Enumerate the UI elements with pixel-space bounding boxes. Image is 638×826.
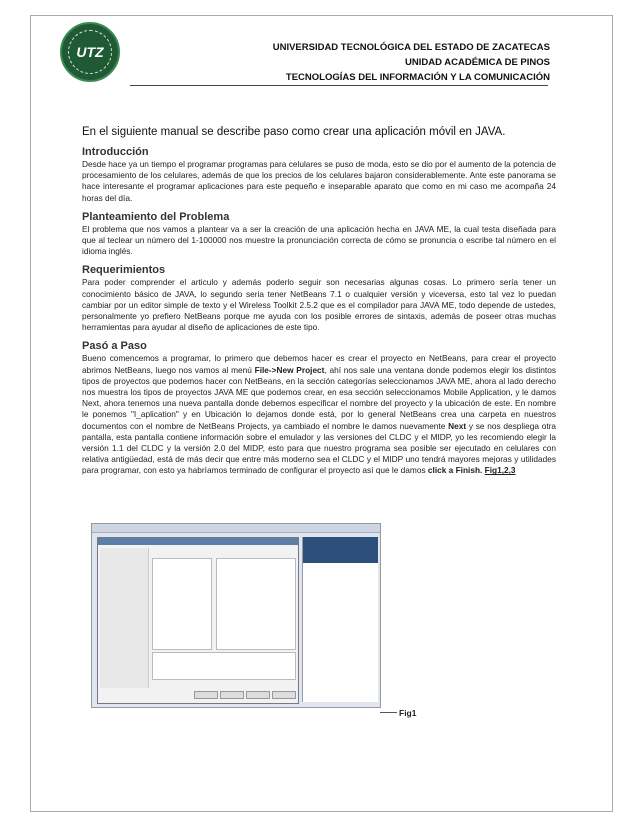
screenshot-back-button [194,691,218,699]
figure-reference-link[interactable]: Fig1,2,3 [484,465,516,476]
figure-caption-rule [380,712,397,713]
screenshot-finish-button [246,691,270,699]
paso-bold-menu: File->New Project [254,364,325,375]
section-body-requerimientos: Para poder comprender el articulo y además poderlo seguir son necesarias algunas cosas. Lo primero sería tener un conocimiento básico de JAVA, lo segundo seria tener NetBeans 7.1 o cualquier versión y viceversa, esto tal vez lo puedan cambiar por un editor simple de texto y el Wireless Toolkit 2.5.2 que es el compilador para JAVA ME, todo depende de ustedes, personalmente yo prefiero NetBeans porque me ayuda con los posible errores de sintaxis, además de poseer otras muchas herramientas para ayudar al diseño de aplicaciones de este tipo. [82,277,556,333]
document-body [82,146,556,484]
screenshot-projects-list [216,558,296,650]
netbeans-new-project-screenshot [91,523,381,708]
section-body-introduccion: Desde hace ya un tiempo el programar programas para celulares se puso de moda, esto se dio por el aumento de la potencia de procesamiento de los celulares, además de que los precios de los celulares bajaron considerablemente. Ante este panorama se hace interesante el programar aplicaciones para este pequeño e inseparable aparato que como en mi caso me acompaña 24 horas del día. [82,159,556,203]
header-university: UNIVERSIDAD TECNOLÓGICA DEL ESTADO DE ZACATECAS [272,42,550,53]
screenshot-next-button [220,691,244,699]
section-title-requerimientos: Requerimientos [82,264,166,277]
screenshot-description-box [152,652,296,680]
screenshot-dialog-titlebar [98,538,298,545]
intro-sentence: En el siguiente manual se describe paso como crear una aplicación móvil en JAVA. [82,126,506,138]
screenshot-cancel-button [272,691,296,699]
university-logo [60,22,120,82]
screenshot-netbeans-start-page [302,537,378,702]
paso-bold-next: Next [448,420,467,431]
screenshot-browser-bar [92,524,380,533]
document-header [273,40,550,85]
screenshot-new-project-dialog [97,537,299,704]
screenshot-steps-panel [100,548,149,688]
paso-text-3: y se nos despliega otra pantalla, esta pantalla contiene información sobre el emulador y las versiones del CLDC y el MIDP, yo les recomiendo elegir la versión 1.1 del CLDC y la versión 2.0 del MIDP, esto para que nuestro programa sea posible ser ejecutado en celulares con relativa antigüedad, está de más decir que entre más moderno sea el CLDC y el MIDP uno tendrá mayores mejoras y utilidades para programar, con esto ya habríamos terminado de configurar el proyecto así que le damos [82,420,556,476]
screenshot-categories-list [152,558,212,650]
section-body-paso [82,353,556,476]
screenshot-netbeans-banner [303,537,378,563]
paso-bold-finish: click a Finish. [427,465,483,476]
header-program: TECNOLOGÍAS DEL INFORMACIÓN Y LA COMUNICACIÓN [285,72,550,83]
paso-text-1: Bueno comencemos a programar, lo primero que debemos hacer es crear el proyecto en NetBeans, para crear el proyecto abrimos NetBeans, luego nos vamos al menú [82,353,556,375]
section-title-paso: Pasó a Paso [82,340,147,353]
paso-text-2: , ahí nos sale una ventana donde podemos elegir los distintos tipos de proyectos que podemos hacer con NetBeans, en la sección categorías seleccionamos JAVA ME, ahora al lado derecho nos muestra los tipos de proyectos JAVA ME que podemos crear, en esa sección seleccionamos Mobile Application, y le damos Next, ahora tenemos una nueva pantalla donde debemos especificar el nombre del proyecto y la ubicación de este. En nombre le ponemos "I_aplication" y en Ubicación lo dejamos donde está, por lo general NetBeans crea una carpeta en nuestros documentos con el nombre de NetBeans Projects, ya cambiado el nombre le damos nuevamente [82,364,556,431]
figure-caption: Fig1 [399,708,417,718]
logo-mark: UTZ [76,44,104,60]
section-body-planteamiento: El problema que nos vamos a plantear va a ser la creación de una aplicación hecha en JAVA ME, la cual testa diseñada para que al teclear un número del 1-100000 nos muestre la pronunciación correcta de cómo se pronuncia o escribe tal número en el idioma inglés. [82,223,556,257]
section-title-planteamiento: Planteamiento del Problema [82,210,230,223]
header-unit: UNIDAD ACADÉMICA DE PINOS [405,57,550,68]
header-divider [130,85,548,86]
section-title-introduccion: Introducción [82,146,149,158]
